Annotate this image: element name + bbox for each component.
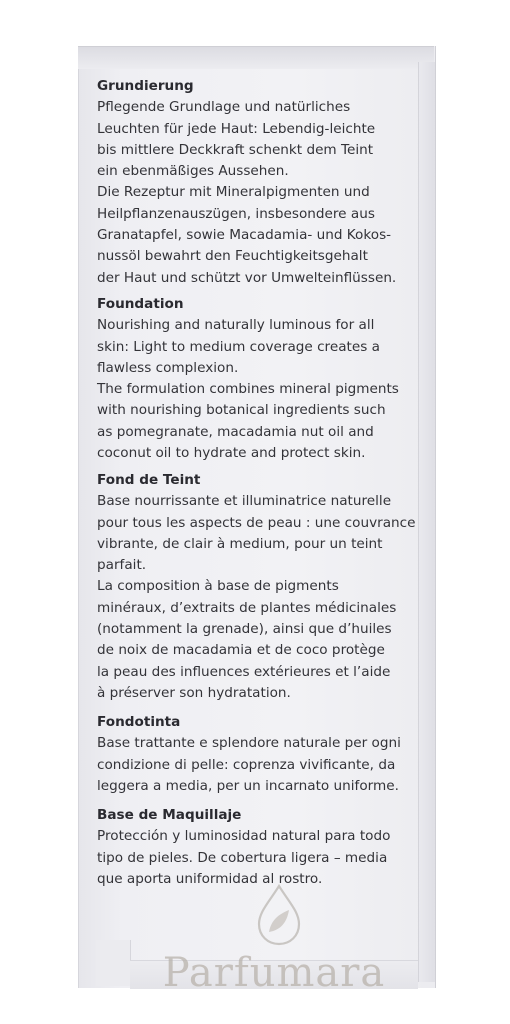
section-spanish bbox=[97, 805, 417, 890]
section-german bbox=[97, 76, 417, 289]
section-heading: Grundierung bbox=[97, 78, 194, 94]
section-paragraph: Nourishing and naturally luminous for all skin: Light to medium coverage creates a flawless complexion. bbox=[97, 317, 380, 376]
section-heading: Fond de Teint bbox=[97, 472, 201, 488]
section-english bbox=[97, 294, 417, 464]
section-french bbox=[97, 470, 417, 704]
section-paragraph: Protección y luminosidad natural para todo tipo de pieles. De cobertura ligera – media que aporta uniformidad al rostro. bbox=[97, 828, 391, 887]
section-italian bbox=[97, 712, 417, 797]
section-paragraph: Base nourrissante et illuminatrice naturelle pour tous les aspects de peau : une couvrance vibrante, de clair à medium, pour un teint parfait. bbox=[97, 493, 416, 574]
section-paragraph: Pflegende Grundlage und natürliches Leuchten für jede Haut: Lebendig-leichte bis mittlere Deckkraft schenkt dem Teint ein ebenmäßiges Aussehen. bbox=[97, 99, 376, 180]
section-heading: Foundation bbox=[97, 296, 184, 312]
section-paragraph: Base trattante e splendore naturale per ogni condizione di pelle: coprenza vivificante, da leggera a media, per un incarnato uniforme. bbox=[97, 735, 401, 794]
section-heading: Fondotinta bbox=[97, 714, 181, 730]
watermark-brand-text: Parfumara bbox=[162, 950, 386, 996]
section-paragraph: The formulation combines mineral pigments with nourishing botanical ingredients such as pomegranate, macadamia nut oil and coconut oil to hydrate and protect skin. bbox=[97, 381, 399, 462]
box-top-edge bbox=[78, 46, 434, 69]
section-heading: Base de Maquillaje bbox=[97, 807, 242, 823]
section-paragraph: Die Rezeptur mit Mineralpigmenten und Heilpflanzenauszügen, insbesondere aus Granatapfel, sowie Macadamia- und Kokos- nussöl bewahrt den Feuchtigkeitsgehalt der Haut und schützt vor Umwelteinflüssen. bbox=[97, 184, 397, 286]
section-paragraph: La composition à base de pigments minéraux, d’extraits de plantes médicinales (notamment la grenade), ainsi que d’huiles de noix de macadamia et de coco protège la peau des influences extérieures et l’aide à préserver son hydratation. bbox=[97, 578, 397, 701]
box-side-panel bbox=[418, 62, 435, 982]
drop-leaf-icon bbox=[255, 884, 303, 946]
